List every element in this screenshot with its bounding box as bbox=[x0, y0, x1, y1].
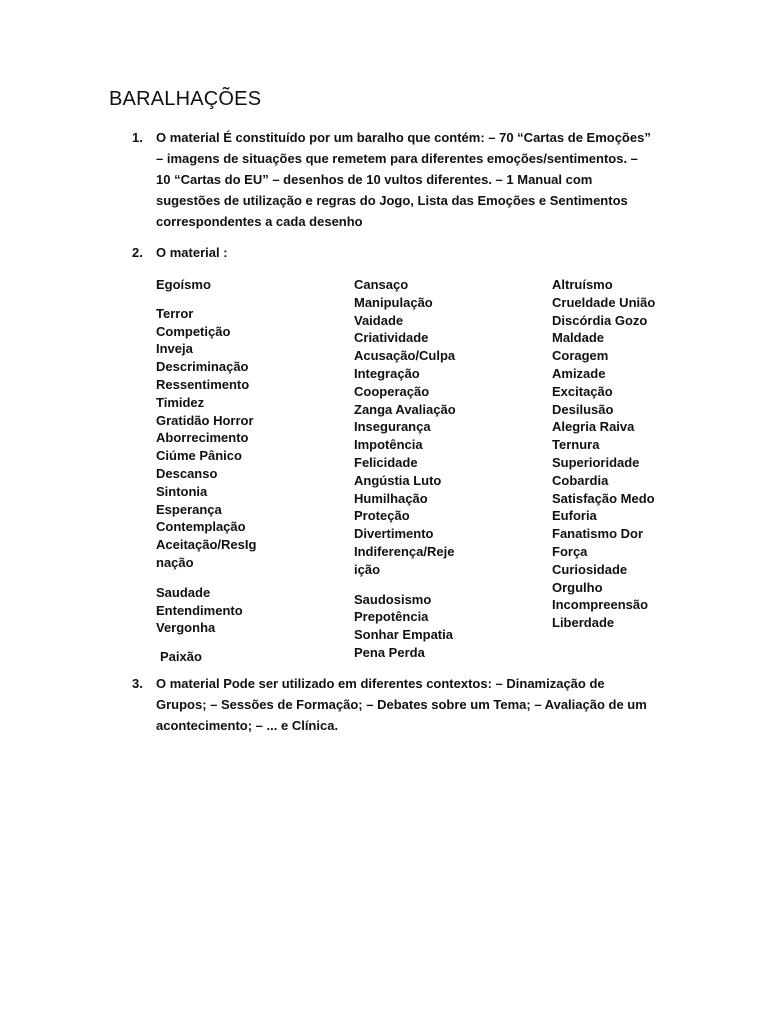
emotion-word: Discórdia Gozo bbox=[552, 312, 648, 328]
emotion-word: Competição bbox=[156, 323, 231, 339]
emotions-column-3 bbox=[552, 276, 722, 632]
emotion-word: Sintonia bbox=[156, 483, 208, 499]
emotion-word: Descanso bbox=[156, 465, 218, 481]
emotion-word: Integração bbox=[354, 365, 420, 381]
emotion-word: Sonhar Empatia bbox=[354, 627, 453, 643]
emotion-word: Angústia Luto bbox=[354, 472, 442, 488]
emotion-word: Cooperação bbox=[354, 383, 430, 399]
text-line: – imagens de situações que remetem para diferentes emoções/sentimentos. – bbox=[156, 151, 638, 166]
page-title: BARALHAÇÕES bbox=[109, 88, 262, 110]
emotion-word: Cansaço bbox=[354, 277, 409, 292]
emotion-word: Ressentimento bbox=[156, 376, 250, 392]
text-line: O material Pode ser utilizado em diferentes contextos: – Dinamização de bbox=[156, 676, 605, 691]
text-line: Grupos; – Sessões de Formação; – Debates sobre um Tema; – Avaliação de um bbox=[156, 697, 647, 712]
emotion-word: Ternura bbox=[552, 437, 600, 453]
text-line: sugestões de utilização e regras do Jogo, Lista das Emoções e Sentimentos bbox=[156, 193, 628, 208]
emotion-group bbox=[354, 591, 524, 662]
emotion-group bbox=[354, 276, 524, 579]
text-line: O material : bbox=[156, 245, 228, 260]
emotion-word: Vergonha bbox=[156, 620, 216, 636]
emotion-word: Coragem bbox=[552, 348, 609, 364]
emotion-word: Superioridade bbox=[552, 454, 640, 470]
emotion-word: Impotência bbox=[354, 437, 423, 453]
emotion-group bbox=[156, 305, 326, 572]
emotion-word: Proteção bbox=[354, 508, 410, 524]
emotion-word: Insegurança bbox=[354, 419, 431, 435]
text-line: O material É constituído por um baralho que contém: – 70 “Cartas de Emoções” bbox=[156, 130, 651, 145]
list-item-text bbox=[156, 673, 672, 736]
emotion-word: Orgulho bbox=[552, 579, 603, 595]
emotion-word: Manipulação bbox=[354, 294, 433, 310]
emotion-word: Paixão bbox=[160, 649, 202, 665]
emotion-word: Fanatismo Dor bbox=[552, 526, 644, 542]
list-item-text bbox=[156, 127, 672, 232]
emotion-word: Força bbox=[552, 543, 588, 559]
list-number: 2. bbox=[132, 245, 143, 260]
emotion-word: Aceitação/ResIg bbox=[156, 537, 257, 553]
text-line: 10 “Cartas do EU” – desenhos de 10 vultos diferentes. – 1 Manual com bbox=[156, 172, 593, 187]
emotion-word: Descriminação bbox=[156, 359, 249, 375]
emotion-word: Terror bbox=[156, 305, 194, 321]
emotion-word: Prepotência bbox=[354, 609, 429, 625]
emotion-word: Entendimento bbox=[156, 602, 243, 618]
emotion-word: Satisfação Medo bbox=[552, 490, 655, 506]
emotions-column-1 bbox=[156, 276, 326, 666]
emotion-word: Gratidão Horror bbox=[156, 412, 254, 428]
emotion-word: Maldade bbox=[552, 330, 605, 346]
emotion-word: Saudosismo bbox=[354, 591, 432, 607]
emotion-word: ição bbox=[354, 561, 381, 577]
emotion-word: Zanga Avaliação bbox=[354, 401, 456, 417]
emotion-word: Indiferença/Reje bbox=[354, 543, 455, 559]
list-item-text bbox=[156, 242, 672, 263]
emotion-group bbox=[156, 584, 326, 637]
emotion-word: Timidez bbox=[156, 394, 205, 410]
text-line: acontecimento; – ... e Clínica. bbox=[156, 718, 339, 733]
emotion-word: Pena Perda bbox=[354, 644, 425, 660]
emotion-word: nação bbox=[156, 554, 194, 570]
emotion-word: Amizade bbox=[552, 365, 606, 381]
emotion-word: Contemplação bbox=[156, 519, 246, 535]
emotion-word: Inveja bbox=[156, 341, 193, 357]
list-number: 3. bbox=[132, 676, 143, 691]
emotion-word: Crueldade União bbox=[552, 294, 656, 310]
emotion-word: Alegria Raiva bbox=[552, 419, 635, 435]
emotion-word: Euforia bbox=[552, 508, 597, 524]
emotion-word: Aborrecimento bbox=[156, 430, 249, 446]
emotion-word: Excitação bbox=[552, 383, 613, 399]
emotion-word: Egoísmo bbox=[156, 277, 211, 292]
emotion-word: Altruísmo bbox=[552, 277, 613, 292]
emotion-word: Curiosidade bbox=[552, 561, 628, 577]
emotion-word: Vaidade bbox=[354, 312, 404, 328]
list-number: 1. bbox=[132, 130, 143, 145]
emotions-column-2 bbox=[354, 276, 524, 662]
emotion-word: Acusação/Culpa bbox=[354, 348, 456, 364]
emotion-word: Criatividade bbox=[354, 330, 429, 346]
emotion-word: Esperança bbox=[156, 501, 222, 517]
emotion-word: Incompreensão bbox=[552, 597, 649, 613]
emotion-word: Felicidade bbox=[354, 454, 418, 470]
emotion-word: Saudade bbox=[156, 584, 211, 600]
emotion-word: Liberdade bbox=[552, 615, 615, 631]
text-line: correspondentes a cada desenho bbox=[156, 214, 363, 229]
emotion-word: Humilhação bbox=[354, 490, 428, 506]
emotion-word: Divertimento bbox=[354, 526, 434, 542]
emotion-word: Cobardia bbox=[552, 472, 609, 488]
emotion-word: Desilusão bbox=[552, 401, 614, 417]
emotion-word: Ciúme Pânico bbox=[156, 448, 242, 464]
